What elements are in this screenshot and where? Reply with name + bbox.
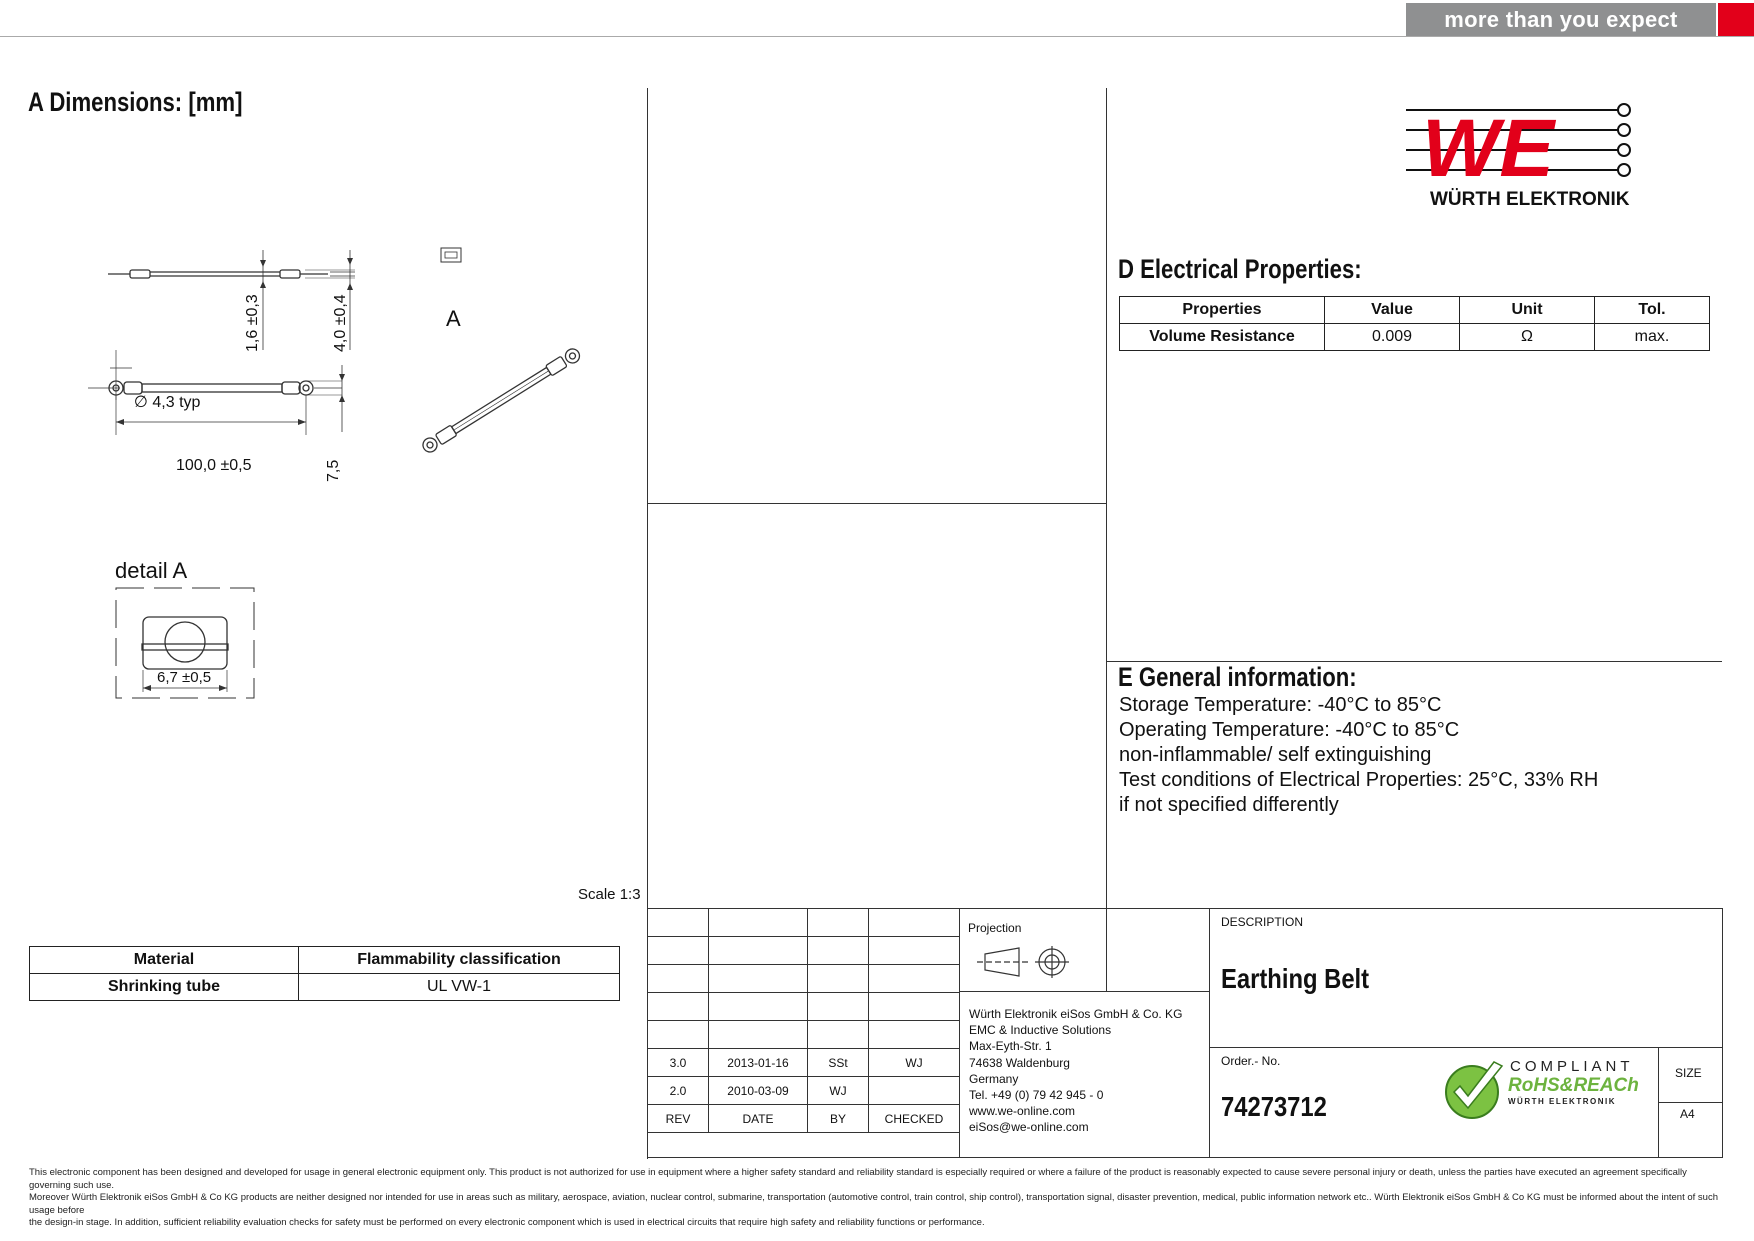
company-address: Würth Elektronik eiSos GmbH & Co. KG EMC & Inductive Solutions Max-Eyth-Str. 1 74638 Waldenburg Germany Tel. +49 (0) 79 42 945 - 0 www.we-online.com eiSos@we-online.com [969,1007,1183,1135]
dim-height: 4,0 ±0,4 [332,294,349,352]
dimension-drawing [80,240,650,710]
slogan-banner: more than you expect [1406,3,1716,36]
col-value: Value [1325,297,1460,324]
info-line: Operating Temperature: -40°C to 85°C [1119,719,1460,741]
projection-label: Projection [968,921,1022,935]
prop-name: Volume Resistance [1120,324,1325,351]
prop-unit: Ω [1460,324,1595,351]
detail-ref-label: A [446,306,461,331]
titleblock-right [1722,908,1723,1158]
scale-label: Scale 1:3 [578,886,641,903]
size-label: SIZE [1675,1066,1702,1080]
projection-inner-divider [1106,908,1107,992]
desc-order-divider [1209,1047,1723,1048]
disclaimer: This electronic component has been designed and developed for usage in general electronic equipment only. This product is not authorized for use in equipment where a higher safety standard and reliability standard is especially required or where a failure of the product is reasonably expected to cause severe personal injury or death, unless the parties have executed an agreement specifically governing such use. Moreover Würth Elektronik eiSos GmbH & Co KG products are neither designed nor intended for use in areas such as military, aerospace, aviation, nuclear control, submarine, transportation (automotive control, train control, ship control), transportation signal, disaster prevention, medical, public information network etc.. Würth Elektronik eiSos GmbH & Co KG must be informed about the intent of such usage before the design-in stage. In addition, sufficient reliability evaluation checks for safety must be performed on every electronic component which is used in electrical circuits that require high safety and reliability functions or performance. [29,1167,1718,1228]
rohs-company: WÜRTH ELEKTRONIK [1508,1097,1616,1106]
detail-a-label: detail A [115,558,188,583]
dim-width: 7,5 [325,459,342,482]
section-a-title: A Dimensions: [mm] [28,87,243,117]
material-header: Material [30,947,299,974]
dim-hole-diameter: ∅ 4,3 typ [134,394,201,411]
material-value: Shrinking tube [30,974,299,1001]
prop-tol: max. [1595,324,1710,351]
col-properties: Properties [1120,297,1325,324]
product-description: Earthing Belt [1221,963,1370,994]
divider-mid [1106,88,1107,908]
electrical-properties-table [1119,296,1710,351]
info-line: Test conditions of Electrical Properties: 25°C, 33% RH [1119,769,1599,791]
dim-length: 100,0 ±0,5 [176,457,252,474]
dim-detail-width: 6,7 ±0,5 [157,669,212,686]
info-line: non-inflammable/ self extinguishing [1119,744,1432,766]
section-d-title: D Electrical Properties: [1118,254,1362,284]
order-number: 74273712 [1221,1091,1327,1122]
col-unit: Unit [1460,297,1595,324]
logo-letters: WE [1422,103,1555,194]
material-table [29,946,620,1001]
flammability-value: UL VW-1 [299,974,620,1001]
prop-value: 0.009 [1325,324,1460,351]
col-tol: Tol. [1595,297,1710,324]
projection-symbol [975,942,1085,982]
titleblock-desc-divider [1209,908,1210,1158]
wurth-logo [1400,98,1650,210]
logo-company: WÜRTH ELEKTRONIK [1430,189,1630,210]
divider-b-c [647,503,1107,504]
header-rule [0,36,1754,37]
titleblock-bottom [647,1157,1723,1158]
flammability-header: Flammability classification [299,947,620,974]
brand-red-block [1718,3,1754,36]
size-value: A4 [1680,1107,1695,1121]
rohs-reach: RoHS&REACh [1508,1075,1639,1096]
rohs-compliant: COMPLIANT [1510,1058,1634,1075]
revision-table [647,908,960,1133]
size-inner-divider [1658,1102,1723,1103]
projection-divider [959,991,1210,992]
info-line: if not specified differently [1119,794,1339,816]
description-label: DESCRIPTION [1221,915,1304,929]
revision-row: 3.0 2013-01-16 SSt WJ [648,1049,960,1077]
general-info-list [1119,693,1598,818]
rohs-globe-icon [1440,1056,1510,1122]
revision-header-row: REV DATE BY CHECKED [648,1105,960,1133]
info-line: Storage Temperature: -40°C to 85°C [1119,694,1442,716]
dim-thickness: 1,6 ±0,3 [244,294,261,352]
order-label: Order.- No. [1221,1054,1281,1068]
revision-row: 2.0 2010-03-09 WJ [648,1077,960,1105]
section-e-title: E General information: [1118,662,1357,692]
